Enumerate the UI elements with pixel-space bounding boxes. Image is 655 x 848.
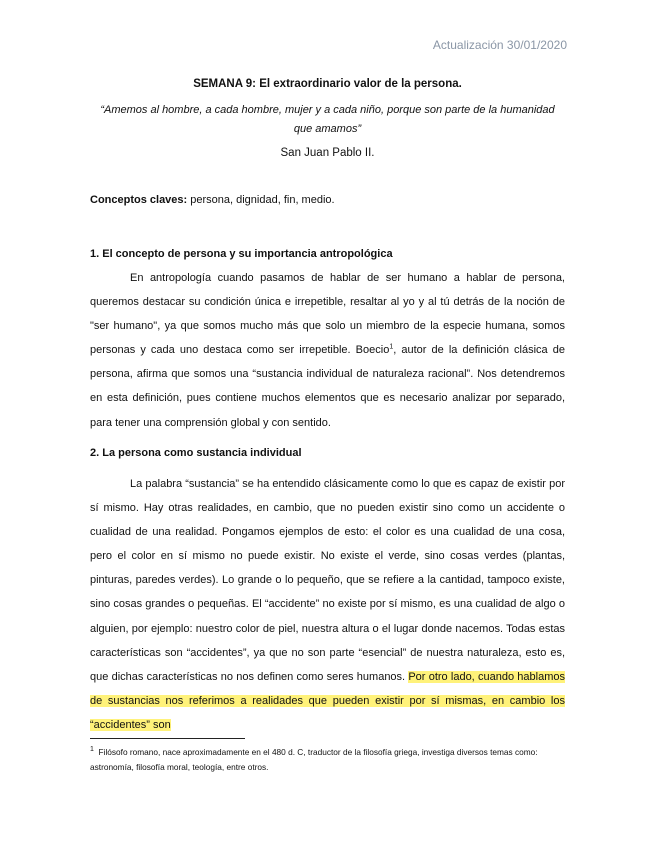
section-1-heading: 1. El concepto de persona y su importancia antropológica: [90, 248, 393, 260]
keywords-line: [90, 194, 335, 206]
keywords-list: persona, dignidad, fin, medio.: [187, 194, 335, 206]
footnote-ref[interactable]: 1: [389, 343, 394, 351]
section-2-heading: 2. La persona como sustancia individual: [90, 447, 302, 459]
keywords-label: Conceptos claves:: [90, 194, 188, 206]
footnote-number: 1: [90, 746, 94, 754]
section-2-text: La palabra “sustancia” se ha entendido clásicamente como lo que es capaz de existir por sí mismo. Hay otras realidades, en cambio, que no pueden existir sino como un accidente o cualidad de una realidad. Pongamos ejemplos de esto: el color es una cualidad de una cosa, pero el color en sí mismo no puede existir. No existe el verde, sino cosas verdes (plantas, pinturas, paredes verdes). Lo grande o lo pequeño, que se refiere a la cantidad, tampoco existe, sino cosas grandes o pequeñas. El “accidente” no existe por sí mismo, es una cualidad de algo o alguien, por ejemplo: nuestro color de piel, nuestra altura o el lugar donde nacemos. Todas estas características son “accidentes”, ya que no son parte “esencial” de nuestra naturaleza, esto es, que dichas características no nos definen como seres humanos.: [90, 478, 565, 683]
footnote-divider: [90, 738, 245, 739]
section-2-paragraph: [90, 472, 565, 737]
highlighted-text: Por otro lado, cuando hablamos de sustancias nos referimos a realidades que pueden existir por sí mismas, en cambio los “accidentes” son: [90, 670, 565, 731]
quote-author: San Juan Pablo II.: [280, 147, 375, 159]
update-date: Actualización 30/01/2020: [432, 38, 567, 52]
section-1-paragraph: [90, 266, 565, 435]
epigraph-quote: “Amemos al hombre, a cada hombre, mujer y a cada niño, porque son parte de la humanidad que amamos”: [100, 104, 555, 135]
footnote: [90, 745, 565, 775]
footnote-text: Filósofo romano, nace aproximadamente en el 480 d. C, traductor de la filosofía griega, investiga diversos temas como: astronomía, filosofía moral, teología, entre otros.: [90, 747, 538, 772]
section-1-text-b: , autor de la definición clásica de persona, afirma que somos una “sustancia individual de naturaleza racional”. Nos detendremos en esta definición, pues contiene muchos elementos que es necesario analizar por separado, para tener una comprensión global y con sentido.: [90, 344, 565, 429]
page-title: SEMANA 9: El extraordinario valor de la persona.: [193, 78, 462, 90]
section-1-text-a: En antropología cuando pasamos de hablar de ser humano a hablar de persona, queremos destacar su condición única e irrepetible, resaltar al yo y al tú detrás de la noción de "ser humano", ya que somos mucho más que solo un miembro de la especie humana, somos personas y cada uno destaca como ser irrepetible. Boecio: [90, 272, 565, 357]
